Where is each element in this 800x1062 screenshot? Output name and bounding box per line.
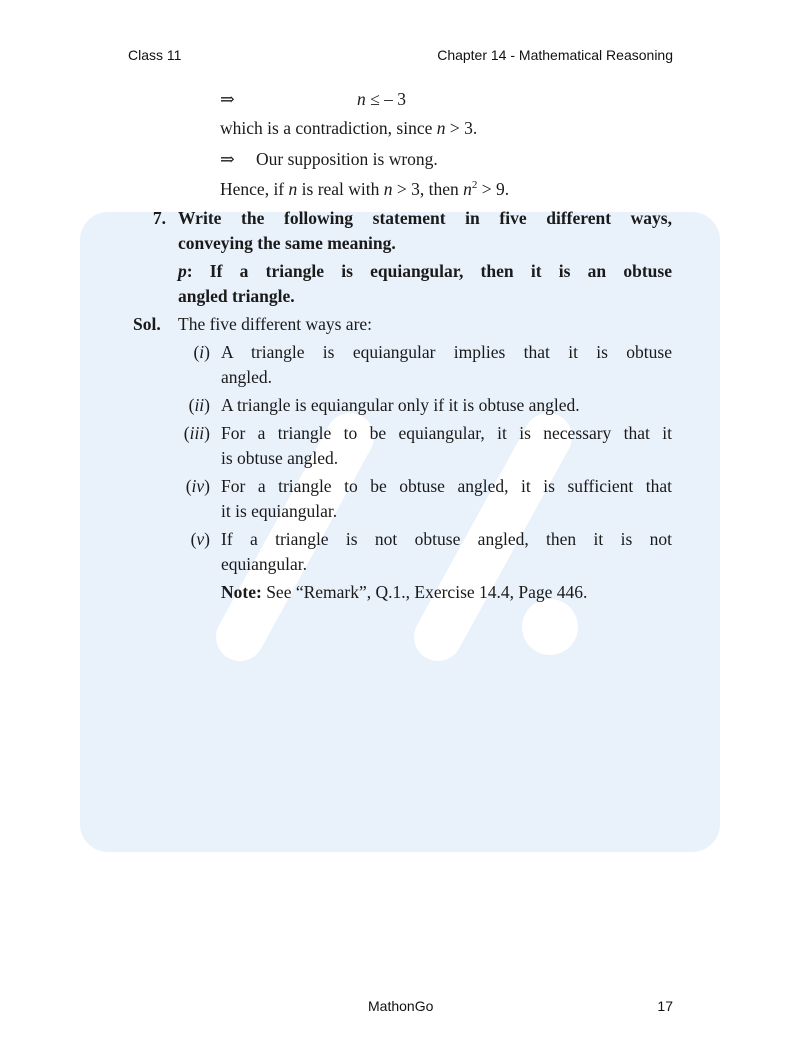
inequality-line: n ≤ – 3: [357, 89, 406, 109]
question-line-2: conveying the same meaning.: [178, 233, 396, 253]
implies-symbol: ⇒: [220, 89, 235, 109]
note-line: Note: See “Remark”, Q.1., Exercise 14.4, Page 446.: [221, 582, 588, 602]
item-text-line: angled.: [221, 367, 273, 387]
statement-p-line-1: p: If a triangle is equiangular, then it is an obtuse: [178, 261, 672, 281]
item-text-line: is obtuse angled.: [221, 448, 339, 468]
item-text-line: A triangle is equiangular only if it is obtuse angled.: [221, 395, 580, 415]
implies-symbol-2: ⇒: [220, 149, 235, 169]
item-number: (iv): [185, 476, 210, 496]
solution-label: Sol.: [133, 314, 161, 334]
page-number: 17: [657, 998, 673, 1014]
item-text-line: it is equiangular.: [221, 501, 338, 521]
item-text-line: A triangle is equiangular implies that it is obtuse: [221, 342, 672, 362]
header-class-label: Class 11: [128, 47, 182, 63]
footer-brand: MathonGo: [368, 998, 434, 1014]
item-text-line: equiangular.: [221, 554, 308, 574]
supposition-line: Our supposition is wrong.: [256, 149, 438, 169]
question-number: 7.: [152, 208, 166, 228]
solution-intro: The five different ways are:: [178, 314, 373, 334]
question-line-1: Write the following statement in five different ways,: [178, 208, 672, 228]
item-number: (v): [190, 529, 210, 549]
header-chapter-title: Chapter 14 - Mathematical Reasoning: [437, 47, 673, 63]
statement-p-line-2: angled triangle.: [178, 286, 295, 306]
conclusion-line: Hence, if n is real with n > 3, then $n^2 > 9$.: [220, 179, 510, 199]
item-text-line: If a triangle is not obtuse angled, then it is not: [221, 529, 672, 549]
contradiction-line: which is a contradiction, since n > 3.: [220, 118, 478, 138]
item-number: (i): [193, 342, 210, 362]
item-number: (ii): [188, 395, 210, 415]
item-text-line: For a triangle to be equiangular, it is necessary that it: [221, 423, 672, 443]
item-number: (iii): [183, 423, 210, 443]
item-text-line: For a triangle to be obtuse angled, it is sufficient that: [221, 476, 672, 496]
